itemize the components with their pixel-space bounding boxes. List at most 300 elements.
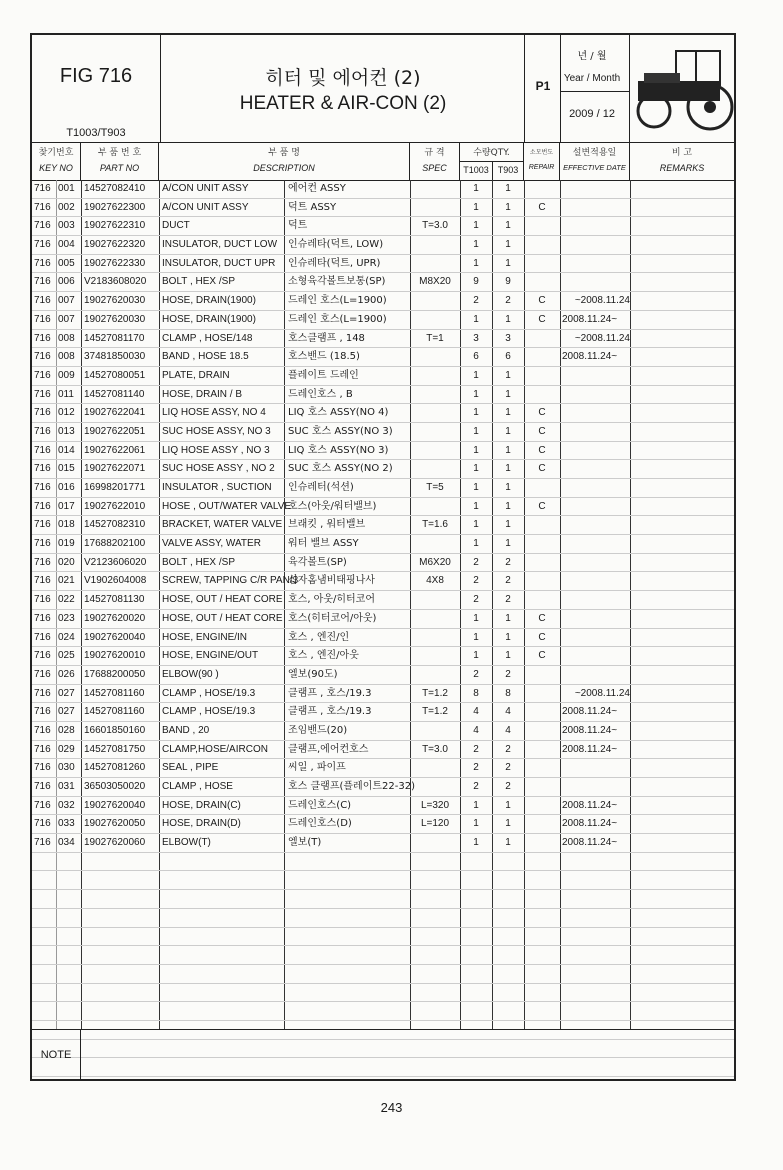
cell-part: 14527081260 — [84, 762, 146, 774]
cell-eff: 2008.11.24~ — [562, 351, 618, 363]
cell-kor: 호스밴드 (18.5) — [288, 351, 360, 363]
blank-row — [32, 890, 734, 909]
cell-part: 19027622320 — [84, 239, 146, 251]
cell-fig: 716 — [34, 463, 51, 475]
table-row — [32, 666, 734, 685]
cell-key: 020 — [58, 556, 75, 568]
cell-spec: M6X20 — [419, 556, 451, 568]
cell-fig: 716 — [34, 687, 51, 699]
date-cell — [561, 35, 630, 142]
blank-row — [32, 965, 734, 984]
cell-kor: 인슈레터(석션) — [288, 482, 354, 493]
cell-kor: 덕트 — [288, 220, 308, 232]
cell-part: V2123606020 — [84, 556, 147, 568]
cell-q2: 1 — [505, 257, 511, 269]
cell-key: 003 — [58, 220, 75, 232]
cell-rep: C — [538, 444, 546, 456]
cell-q2: 6 — [505, 351, 511, 363]
cell-key: 008 — [58, 332, 75, 344]
cell-fig: 716 — [34, 276, 51, 288]
cell-q1: 6 — [473, 351, 479, 363]
cell-q2: 8 — [505, 687, 511, 699]
table-row — [32, 815, 734, 834]
cell-kor: 조임밴드(20) — [288, 724, 348, 736]
cell-desc: HOSE, DRAIN(1900) — [162, 313, 256, 325]
cell-rep: C — [538, 407, 546, 419]
cell-key: 001 — [58, 183, 75, 194]
table-row — [32, 423, 734, 442]
cell-kor: 엘보(90도) — [288, 668, 338, 680]
table-row — [32, 778, 734, 797]
cell-eff: 2008.11.24~ — [562, 313, 618, 325]
cell-fig: 716 — [34, 743, 51, 755]
cell-spec: T=1.6 — [422, 519, 448, 531]
cell-part: 19027622051 — [84, 425, 146, 437]
cell-q2: 2 — [505, 556, 511, 568]
cell-desc: LIQ HOSE ASSY , NO 3 — [162, 444, 270, 456]
cell-q1: 2 — [473, 575, 479, 587]
title-english: HEATER & AIR-CON (2) — [239, 93, 447, 114]
column-headers — [32, 142, 734, 181]
cell-rep: C — [538, 295, 546, 307]
cell-kor: 드레인 호스(L=1900) — [288, 295, 387, 307]
col-effective-date: 설변적용일 EFFECTIVE DATE — [560, 142, 630, 180]
cell-kor: 클램프 , 호스/19.3 — [288, 687, 372, 699]
cell-desc: DUCT — [162, 220, 190, 232]
cell-q1: 2 — [473, 762, 479, 774]
cell-kor: 엘보(T) — [288, 837, 322, 849]
cell-key: 022 — [58, 594, 75, 606]
cell-q1: 1 — [473, 407, 479, 419]
cell-fig: 716 — [34, 313, 51, 325]
cell-q2: 1 — [505, 818, 511, 830]
cell-key: 033 — [58, 818, 75, 830]
cell-kor: 드레인호스(D) — [288, 818, 352, 830]
cell-desc: SUC HOSE ASSY, NO 3 — [162, 425, 271, 437]
cell-key: 016 — [58, 482, 75, 493]
cell-key: 007 — [58, 295, 75, 307]
cell-q2: 1 — [505, 500, 511, 512]
cell-kor: 씨일 , 파이프 — [288, 762, 346, 774]
cell-q2: 1 — [505, 463, 511, 475]
cell-q2: 1 — [505, 183, 511, 194]
cell-desc: HOSE, DRAIN / B — [162, 388, 243, 400]
cell-key: 005 — [58, 257, 75, 269]
cell-key: 029 — [58, 743, 75, 755]
cell-eff: 2008.11.24~ — [562, 706, 618, 718]
cell-desc: CLAMP , HOSE — [162, 781, 233, 792]
cell-key: 004 — [58, 239, 75, 251]
cell-q1: 1 — [473, 463, 479, 475]
cell-rep: C — [538, 650, 546, 662]
table-row — [32, 330, 734, 349]
cell-kor: 에어컨 ASSY — [288, 183, 346, 194]
model-code: T1003/T903 — [66, 127, 126, 139]
cell-kor: 소형육각볼트보통(SP) — [288, 276, 386, 288]
table-row — [32, 255, 734, 274]
cell-fig: 716 — [34, 594, 51, 606]
cell-desc: INSULATOR, DUCT UPR — [162, 257, 276, 269]
cell-part: 19027622041 — [84, 407, 146, 419]
table-row — [32, 348, 734, 367]
cell-part: 19027622300 — [84, 201, 146, 213]
cell-q1: 2 — [473, 668, 479, 680]
cell-q2: 2 — [505, 781, 511, 792]
blank-row — [32, 909, 734, 928]
blank-row — [32, 928, 734, 947]
cell-q2: 2 — [505, 295, 511, 307]
blank-row — [32, 853, 734, 872]
cell-fig: 716 — [34, 519, 51, 531]
blank-row — [32, 984, 734, 1003]
cell-q1: 1 — [473, 201, 479, 213]
cell-desc: CLAMP , HOSE/19.3 — [162, 687, 256, 699]
cell-rep: C — [538, 463, 546, 475]
cell-kor: 클램프 , 호스/19.3 — [288, 706, 372, 718]
cell-fig: 716 — [34, 201, 51, 213]
cell-part: 14527081130 — [84, 594, 145, 606]
cell-desc: SUC HOSE ASSY , NO 2 — [162, 463, 275, 475]
cell-kor: 호스, 아웃/히터코어 — [288, 594, 376, 606]
cell-desc: HOSE, OUT / HEAT CORE — [162, 594, 283, 606]
cell-part: 19027622330 — [84, 257, 146, 269]
cell-key: 011 — [58, 388, 74, 400]
col-repair: 소모번도 REPAIR — [524, 142, 560, 180]
cell-spec: L=320 — [420, 799, 450, 811]
cell-kor: 브래킷 , 워터밸브 — [288, 519, 366, 531]
cell-fig: 716 — [34, 799, 51, 811]
cell-fig: 716 — [34, 650, 51, 662]
cell-q1: 1 — [473, 631, 479, 643]
cell-part: 14527081140 — [84, 388, 145, 400]
cell-part: 19027620020 — [84, 612, 146, 624]
cell-part: 16601850160 — [84, 724, 146, 736]
cell-part: 19027622061 — [84, 444, 146, 456]
cell-q1: 1 — [473, 444, 479, 456]
table-row — [32, 404, 734, 423]
cell-q2: 1 — [505, 313, 511, 325]
cell-q2: 1 — [505, 220, 511, 232]
cell-desc: PLATE, DRAIN — [162, 369, 230, 381]
table-row — [32, 591, 734, 610]
cell-part: 14527080051 — [84, 369, 146, 381]
col-qty: 수량QTY. T1003 T903 — [460, 142, 524, 180]
cell-q1: 9 — [473, 276, 479, 288]
cell-part: 17688202100 — [84, 538, 146, 550]
cell-q1: 2 — [473, 743, 479, 755]
cell-q2: 1 — [505, 201, 511, 213]
cell-spec: T=3.0 — [422, 743, 448, 755]
cell-kor: 인슈레타(덕트, LOW) — [288, 239, 384, 251]
cell-fig: 716 — [34, 762, 51, 774]
cell-key: 024 — [58, 631, 75, 643]
cell-q1: 8 — [473, 687, 479, 699]
cell-desc: VALVE ASSY, WATER — [162, 538, 261, 550]
cell-part: 19027620040 — [84, 799, 146, 811]
cell-q1: 1 — [473, 369, 479, 381]
cell-part: 19027620040 — [84, 631, 146, 643]
table-row — [32, 741, 734, 760]
cell-kor: 육각볼트(SP) — [288, 556, 347, 568]
cell-q2: 3 — [505, 332, 511, 344]
cell-desc: ELBOW(T) — [162, 837, 211, 849]
table-row — [32, 797, 734, 816]
cell-kor: 덕트 ASSY — [288, 201, 337, 213]
cell-q2: 1 — [505, 239, 511, 251]
cell-key: 028 — [58, 724, 75, 736]
cell-q1: 1 — [473, 425, 479, 437]
cell-desc: INSULATOR , SUCTION — [162, 482, 272, 493]
cell-spec: T=1 — [426, 332, 444, 344]
cell-rep: C — [538, 612, 546, 624]
page-code-cell — [525, 35, 561, 142]
cell-q1: 1 — [473, 183, 479, 194]
table-row — [32, 217, 734, 236]
cell-q1: 1 — [473, 612, 479, 624]
cell-q1: 1 — [473, 220, 479, 232]
table-row — [32, 685, 734, 704]
cell-spec: T=1.2 — [422, 706, 448, 718]
cell-rep: C — [538, 201, 546, 213]
table-row — [32, 629, 734, 648]
cell-eff: 2008.11.24~ — [562, 837, 618, 849]
table-row — [32, 516, 734, 535]
cell-kor: 호스 , 엔진/인 — [288, 631, 350, 643]
cell-part: 19027620010 — [84, 650, 146, 662]
cell-fig: 716 — [34, 351, 51, 363]
table-row — [32, 722, 734, 741]
cell-desc: INSULATOR, DUCT LOW — [162, 239, 278, 251]
page-number: 243 — [380, 1100, 403, 1115]
cell-key: 032 — [58, 799, 75, 811]
cell-q2: 1 — [505, 631, 511, 643]
cell-desc: BOLT , HEX /SP — [162, 276, 235, 288]
cell-q2: 2 — [505, 743, 511, 755]
cell-q2: 1 — [505, 519, 511, 531]
cell-kor: 호스 클램프(플레이트22-32) — [288, 781, 415, 792]
cell-kor: 호스 , 엔진/아웃 — [288, 650, 359, 662]
table-row — [32, 572, 734, 591]
cell-fig: 716 — [34, 220, 51, 232]
cell-key: 007 — [58, 313, 75, 325]
cell-eff: ~2008.11.24 — [574, 332, 630, 344]
cell-kor: 인슈레타(덕트, UPR) — [288, 257, 381, 269]
cell-q1: 1 — [473, 239, 479, 251]
cell-part: 14527081750 — [84, 743, 146, 755]
cell-q2: 1 — [505, 388, 511, 400]
cell-desc: A/CON UNIT ASSY — [162, 183, 249, 194]
cell-kor: LIQ 호스 ASSY(NO 3) — [288, 444, 389, 456]
cell-kor: 호스(아웃/워터밸브) — [288, 500, 377, 512]
cell-q1: 1 — [473, 650, 479, 662]
cell-part: 19027620060 — [84, 837, 146, 849]
cell-fig: 716 — [34, 818, 51, 830]
table-row — [32, 647, 734, 666]
table-row — [32, 311, 734, 330]
table-row — [32, 498, 734, 517]
cell-key: 017 — [58, 500, 75, 512]
parts-table — [32, 180, 734, 1077]
cell-fig: 716 — [34, 500, 51, 512]
tractor-icon — [630, 43, 734, 133]
cell-desc: HOSE, OUT / HEAT CORE — [162, 612, 283, 624]
col-key: 찾기번호 KEY NO — [32, 142, 81, 180]
cell-kor: 플레이트 드레인 — [288, 369, 359, 381]
cell-key: 014 — [58, 444, 75, 456]
cell-desc: BRACKET, WATER VALVE — [162, 519, 283, 531]
cell-desc: CLAMP , HOSE/19.3 — [162, 706, 256, 718]
cell-desc: BOLT , HEX /SP — [162, 556, 235, 568]
cell-key: 026 — [58, 668, 75, 680]
cell-key: 030 — [58, 762, 75, 774]
cell-key: 009 — [58, 369, 75, 381]
cell-fig: 716 — [34, 388, 51, 400]
cell-fig: 716 — [34, 556, 51, 568]
col-description: 부 품 명 DESCRIPTION — [159, 142, 410, 180]
cell-q2: 9 — [505, 276, 511, 288]
cell-q1: 2 — [473, 295, 479, 307]
cell-q2: 1 — [505, 799, 511, 811]
revision-date: 2009 / 12 — [569, 108, 615, 120]
table-row — [32, 367, 734, 386]
table-row — [32, 610, 734, 629]
cell-q1: 1 — [473, 313, 479, 325]
blank-row — [32, 1002, 734, 1021]
cell-fig: 716 — [34, 369, 51, 381]
cell-fig: 716 — [34, 538, 51, 550]
cell-fig: 716 — [34, 239, 51, 251]
cell-q2: 1 — [505, 538, 511, 550]
cell-rep: C — [538, 631, 546, 643]
cell-key: 031 — [58, 781, 75, 792]
cell-q1: 1 — [473, 257, 479, 269]
cell-rep: C — [538, 425, 546, 437]
cell-q2: 2 — [505, 575, 511, 587]
cell-key: 027 — [58, 706, 75, 718]
cell-fig: 716 — [34, 668, 51, 680]
cell-desc: HOSE, ENGINE/OUT — [162, 650, 259, 662]
cell-fig: 716 — [34, 706, 51, 718]
cell-fig: 716 — [34, 407, 51, 419]
cell-part: 16998201771 — [84, 482, 146, 493]
cell-key: 025 — [58, 650, 75, 662]
cell-q1: 1 — [473, 538, 479, 550]
cell-key: 008 — [58, 351, 75, 363]
cell-part: 19027622010 — [84, 500, 146, 512]
cell-key: 023 — [58, 612, 75, 624]
cell-part: 36503050020 — [84, 781, 146, 792]
cell-part: 14527081160 — [84, 706, 145, 718]
cell-q1: 1 — [473, 799, 479, 811]
cell-q1: 4 — [473, 706, 479, 718]
cell-eff: 2008.11.24~ — [562, 724, 618, 736]
note-section — [32, 1029, 734, 1080]
cell-eff: ~2008.11.24 — [574, 295, 630, 307]
cell-q2: 1 — [505, 837, 511, 849]
cell-desc: SEAL , PIPE — [162, 762, 219, 774]
cell-part: V2183608020 — [84, 276, 147, 288]
cell-q2: 4 — [505, 724, 511, 736]
cell-desc: CLAMP , HOSE/148 — [162, 332, 253, 344]
cell-part: 14527082310 — [84, 519, 146, 531]
table-row — [32, 479, 734, 498]
cell-part: 17688200050 — [84, 668, 146, 680]
cell-q1: 1 — [473, 519, 479, 531]
figure-number: FIG 716 — [59, 65, 133, 87]
cell-kor: 호스클램프 , 148 — [288, 332, 365, 344]
cell-desc: HOSE, DRAIN(1900) — [162, 295, 256, 307]
year-month-english: Year / Month — [563, 73, 621, 84]
cell-fig: 716 — [34, 631, 51, 643]
col-spec: 규 격 SPEC — [410, 142, 460, 180]
cell-spec: T=1.2 — [422, 687, 448, 699]
col-remarks: 비 고 REMARKS — [659, 148, 705, 173]
cell-fig: 716 — [34, 183, 51, 194]
cell-kor: SUC 호스 ASSY(NO 3) — [288, 425, 393, 437]
cell-desc: HOSE , OUT/WATER VALVE — [162, 500, 292, 512]
cell-key: 013 — [58, 425, 75, 437]
cell-key: 002 — [58, 201, 75, 213]
cell-desc: BAND , 20 — [162, 724, 210, 736]
cell-q1: 1 — [473, 482, 479, 493]
cell-rep: C — [538, 500, 546, 512]
cell-q2: 1 — [505, 444, 511, 456]
table-row — [32, 442, 734, 461]
table-row — [32, 535, 734, 554]
year-month-korean: 년 / 월 — [577, 51, 607, 62]
cell-q2: 1 — [505, 482, 511, 493]
cell-key: 006 — [58, 276, 75, 288]
cell-q1: 1 — [473, 818, 479, 830]
cell-desc: HOSE, ENGINE/IN — [162, 631, 248, 643]
cell-kor: 워터 밸브 ASSY — [288, 538, 359, 550]
cell-q2: 4 — [505, 706, 511, 718]
cell-desc: A/CON UNIT ASSY — [162, 201, 249, 213]
cell-q2: 2 — [505, 668, 511, 680]
cell-q2: 1 — [505, 650, 511, 662]
cell-part: 37481850030 — [84, 351, 146, 363]
table-row — [32, 236, 734, 255]
cell-part: 19027622310 — [84, 220, 146, 232]
fig-cell — [32, 35, 161, 142]
table-row — [32, 759, 734, 778]
blank-row — [32, 946, 734, 965]
note-label: NOTE — [32, 1030, 81, 1080]
cell-part: 19027620030 — [84, 313, 146, 325]
cell-kor: 드레인호스 , B — [288, 388, 353, 400]
cell-key: 027 — [58, 687, 75, 699]
cell-q2: 1 — [505, 407, 511, 419]
cell-eff: 2008.11.24~ — [562, 818, 618, 830]
cell-eff: 2008.11.24~ — [562, 743, 618, 755]
cell-q1: 4 — [473, 724, 479, 736]
cell-part: 14527081170 — [84, 332, 145, 344]
table-row — [32, 199, 734, 218]
blank-row — [32, 871, 734, 890]
cell-fig: 716 — [34, 332, 51, 344]
cell-part: 19027620030 — [84, 295, 146, 307]
cell-spec: M8X20 — [419, 276, 451, 288]
cell-fig: 716 — [34, 575, 51, 587]
cell-part: 19027622071 — [84, 463, 146, 475]
cell-key: 019 — [58, 538, 75, 550]
cell-kor: SUC 호스 ASSY(NO 2) — [288, 463, 393, 475]
qty-t1003-header: T1003 — [460, 161, 493, 180]
table-row — [32, 554, 734, 573]
cell-fig: 716 — [34, 482, 51, 493]
cell-key: 018 — [58, 519, 75, 531]
table-row — [32, 180, 734, 199]
